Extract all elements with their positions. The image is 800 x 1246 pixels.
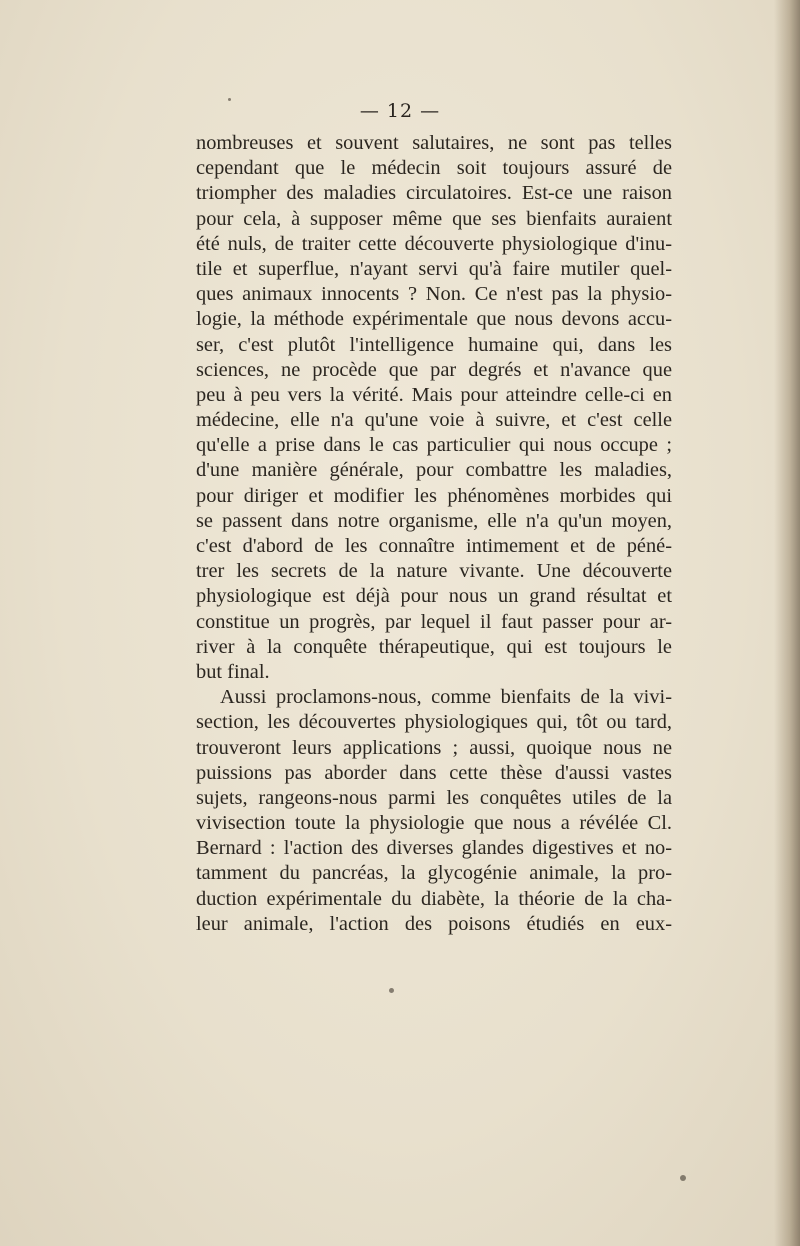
- text-line: peu à peu vers la vérité. Mais pour atteindre celle-ci en: [196, 383, 672, 406]
- paper-speck: [389, 988, 394, 993]
- text-line: d'une manière générale, pour combattre les maladies,: [196, 459, 672, 482]
- text-line: puissions pas aborder dans cette thèse d'aussi vastes: [196, 761, 672, 784]
- page-number: — 12 —: [359, 100, 441, 122]
- text-line: river à la conquête thérapeutique, qui est toujours le: [196, 635, 672, 658]
- text-line: constitue un progrès, par lequel il faut passer pour ar-: [196, 610, 672, 633]
- body-text: [196, 131, 672, 937]
- text-line: nombreuses et souvent salutaires, ne sont pas telles: [196, 132, 672, 154]
- page-edge-shadow: [774, 0, 800, 1246]
- paragraph-end-line: but final.: [196, 660, 270, 683]
- text-line: sujets, rangeons-nous parmi les conquêtes utiles de la: [196, 786, 672, 809]
- text-line: logie, la méthode expérimentale que nous devons accu-: [196, 308, 672, 331]
- text-line: qu'elle a prise dans le cas particulier qui nous occupe ;: [196, 434, 672, 457]
- paper-speck: [680, 1175, 686, 1181]
- text-line: médecine, elle n'a qu'une voie à suivre, et c'est celle: [196, 409, 672, 432]
- text-line: trer les secrets de la nature vivante. Une découverte: [196, 560, 672, 583]
- text-line: ques animaux innocents ? Non. Ce n'est pas la physio-: [196, 283, 672, 306]
- text-line: leur animale, l'action des poisons étudiés en eux-: [196, 912, 672, 935]
- text-line: ser, c'est plutôt l'intelligence humaine qui, dans les: [196, 333, 672, 356]
- text-line: vivisection toute la physiologie que nous a révélée Cl.: [196, 812, 672, 835]
- text-line: tile et superflue, n'ayant servi qu'à faire mutiler quel-: [196, 257, 672, 280]
- text-line: triompher des maladies circulatoires. Est-ce une raison: [196, 182, 672, 205]
- text-line: tamment du pancréas, la glycogénie animale, la pro-: [196, 862, 672, 885]
- text-line: sciences, ne procède que par degrés et n'avance que: [196, 358, 672, 381]
- text-line: été nuls, de traiter cette découverte physiologique d'inu-: [196, 232, 672, 255]
- paper-speck: [228, 98, 231, 101]
- text-line: pour cela, à supposer même que ses bienfaits auraient: [196, 207, 672, 230]
- text-line: trouveront leurs applications ; aussi, quoique nous ne: [196, 736, 672, 759]
- text-line: pour diriger et modifier les phénomènes morbides qui: [196, 484, 672, 507]
- text-line: duction expérimentale du diabète, la théorie de la cha-: [196, 887, 672, 910]
- paragraph-start-line: Aussi proclamons-nous, comme bienfaits de la vivi-: [220, 686, 672, 709]
- text-line: Bernard : l'action des diverses glandes digestives et no-: [196, 837, 672, 860]
- text-line: cependant que le médecin soit toujours assuré de: [196, 157, 672, 180]
- text-line: physiologique est déjà pour nous un grand résultat et: [196, 585, 672, 608]
- text-line: section, les découvertes physiologiques qui, tôt ou tard,: [196, 711, 672, 734]
- text-line: se passent dans notre organisme, elle n'a qu'un moyen,: [196, 509, 672, 532]
- text-line: c'est d'abord de les connaître intimement et de péné-: [196, 535, 672, 557]
